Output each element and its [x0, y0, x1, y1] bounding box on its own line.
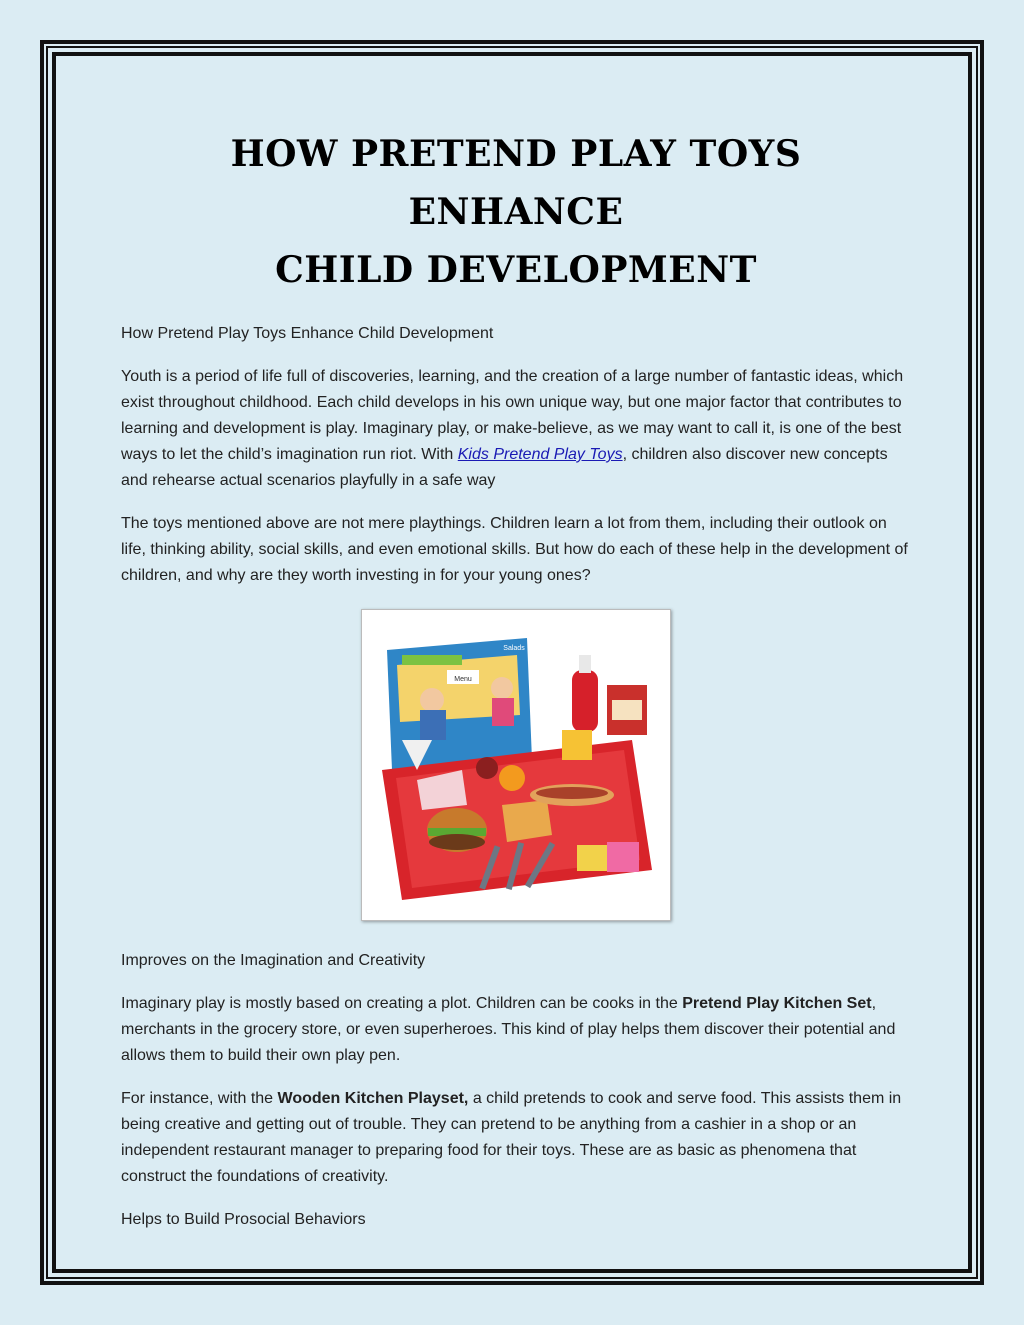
hotdog-sausage: [536, 787, 608, 799]
imaginary-play-paragraph: [121, 991, 911, 1069]
toy-box-awning: [402, 655, 462, 665]
wooden-text-before: For instance, with the: [121, 1090, 278, 1107]
box-menu-label: Menu: [454, 676, 472, 683]
snack-box-label: [612, 700, 642, 720]
imaginary-text-after: , merchants in the grocery store, or even superheroes. This kind of play helps them discover their potential and allows them to build their own play pen.: [121, 995, 896, 1064]
child-shirt-right: [492, 698, 514, 726]
food-set-illustration: [362, 610, 670, 920]
intro-paragraph: [121, 364, 911, 494]
orange-slice: [499, 765, 525, 791]
pretend-play-food-set-image: [361, 609, 671, 921]
title-line-2: CHILD DEVELOPMENT: [275, 249, 757, 291]
toys-paragraph: The toys mentioned above are not mere playthings. Children learn a lot from them, including their outlook on life, thinking ability, social skills, and even emotional skills. But how do each of these help in the development of children, and why are they worth investing in for your young ones?: [121, 515, 908, 584]
ketchup-bottle: [572, 670, 598, 732]
subtitle-line: How Pretend Play Toys Enhance Child Development: [121, 325, 494, 342]
wooden-text-after: a child pretends to cook and serve food. This assists them in being creative and getting out of trouble. They can pretend to be anything from a cashier in a shop or an independent restaurant manager to preparing food for their toys. These are as basic as phenomena that construct the foundations of creativity.: [121, 1090, 902, 1185]
cheese-block: [577, 845, 607, 871]
document-title: [121, 125, 911, 299]
wooden-playset-paragraph: [121, 1086, 911, 1190]
kitchen-set-bold: Pretend Play Kitchen Set: [682, 995, 872, 1012]
burger-patty: [429, 834, 485, 850]
waffle: [502, 800, 552, 842]
prosocial-heading: Helps to Build Prosocial Behaviors: [121, 1211, 366, 1228]
child-face-right: [491, 677, 513, 699]
child-shirt-left: [420, 710, 446, 740]
intro-text-before: Youth is a period of life full of discoveries, learning, and the creation of a large number of fantastic ideas, which exist throughout childhood. Each child develops in his own unique way, but one major factor that contributes to learning and development is play. Imaginary play, or make-believe, as we may want to call it, is one of the best ways to let the child’s imagination run riot. With: [121, 368, 904, 463]
kids-pretend-play-toys-link[interactable]: Kids Pretend Play Toys: [457, 446, 623, 463]
ketchup-cap: [579, 655, 591, 673]
title-line-1: HOW PRETEND PLAY TOYS ENHANCE: [230, 133, 802, 233]
document-body: [121, 125, 911, 1250]
imaginary-text-before: Imaginary play is mostly based on creating a plot. Children can be cooks in the: [121, 995, 683, 1012]
box-salads-label: Salads: [503, 645, 525, 652]
figure-container: [121, 609, 911, 921]
cake-slice: [607, 842, 639, 872]
child-face-left: [420, 688, 444, 712]
intro-text-after: , children also discover new concepts and rehearse actual scenarios playfully in a safe way: [121, 446, 888, 489]
tomato: [476, 757, 498, 779]
imagination-heading: Improves on the Imagination and Creativity: [121, 952, 426, 969]
fries: [562, 730, 592, 760]
wooden-playset-bold: Wooden Kitchen Playset,: [277, 1090, 469, 1107]
